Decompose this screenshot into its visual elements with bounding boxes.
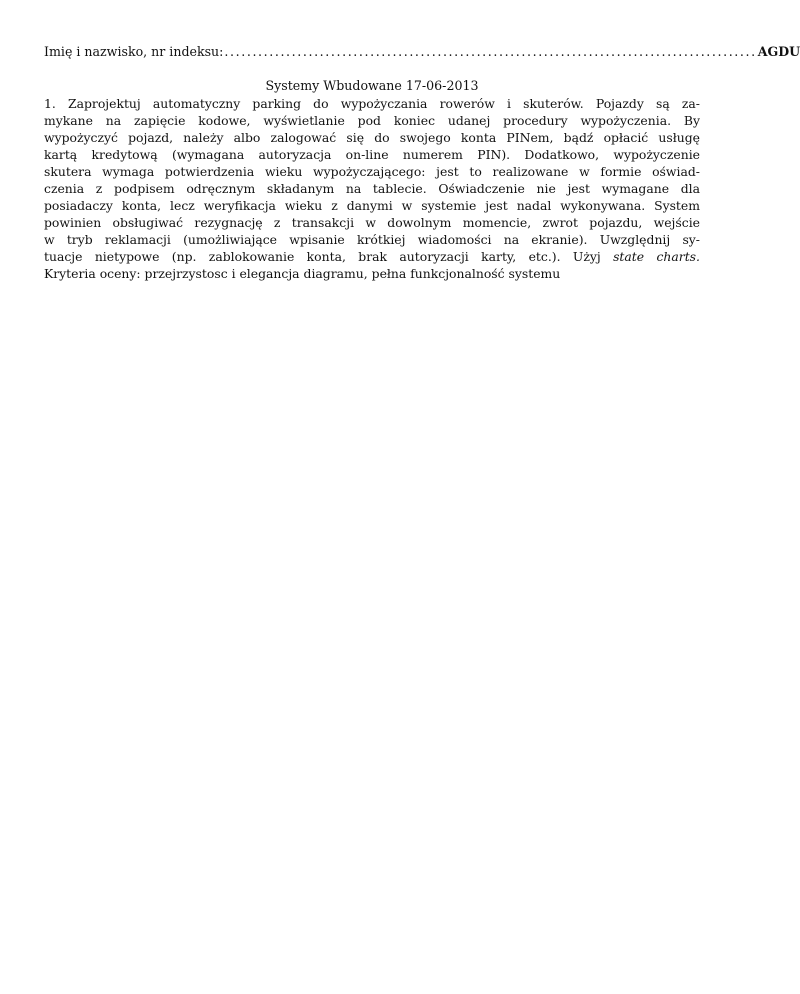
task-line: powinien obsługiwać rezygnację z transakcji w dowolnym momencie, zwrot pojazdu, wejście — [44, 215, 700, 230]
student-id-line — [44, 44, 800, 59]
state-charts-emphasis: state charts. — [613, 249, 700, 264]
task-line-10-text: tuacje nietypowe (np. zablokowanie konta, brak autoryzacji karty, etc.). Użyj — [44, 249, 601, 264]
task-line-10 — [44, 248, 700, 265]
task-line: 1. Zaprojektuj automatyczny parking do wypożyczania rowerów i skuterów. Pojazdy są za- — [44, 96, 700, 111]
student-id-label: Imię i nazwisko, nr indeksu: — [44, 44, 224, 59]
task-line: mykane na zapięcie kodowe, wyświetlanie pod koniec udanej procedury wypożyczenia. By — [44, 113, 700, 128]
grading-criteria-line: Kryteria oceny: przejrzystosc i elegancja diagramu, pełna funkcjonalność systemu — [44, 266, 561, 281]
task-line: kartą kredytową (wymagana autoryzacja on-line numerem PIN). Dodatkowo, wypożyczenie — [44, 147, 700, 162]
student-id-fill-dots: ............................................................................................... — [224, 44, 757, 59]
task-line: w tryb reklamacji (umożliwiające wpisanie krótkiej wiadomości na ekranie). Uwzględnij sy- — [44, 232, 700, 247]
task-line: skutera wymaga potwierdzenia wieku wypożyczającego: jest to realizowane w formie oświad- — [44, 164, 700, 179]
task-line: wypożyczyć pojazd, należy albo zalogować się do swojego konta PINem, bądź opłacić usługę — [44, 130, 700, 145]
task-line: posiadaczy konta, lecz weryfikacja wieku z danymi w systemie jest nadal wykonywana. System — [44, 198, 700, 213]
exam-title: Systemy Wbudowane 17-06-2013 — [265, 78, 479, 93]
task-1-text — [44, 95, 700, 282]
task-line: czenia z podpisem odręcznym składanym na tablecie. Oświadczenie nie jest wymagane dla — [44, 181, 700, 196]
exam-code: AGDU — [757, 44, 800, 59]
